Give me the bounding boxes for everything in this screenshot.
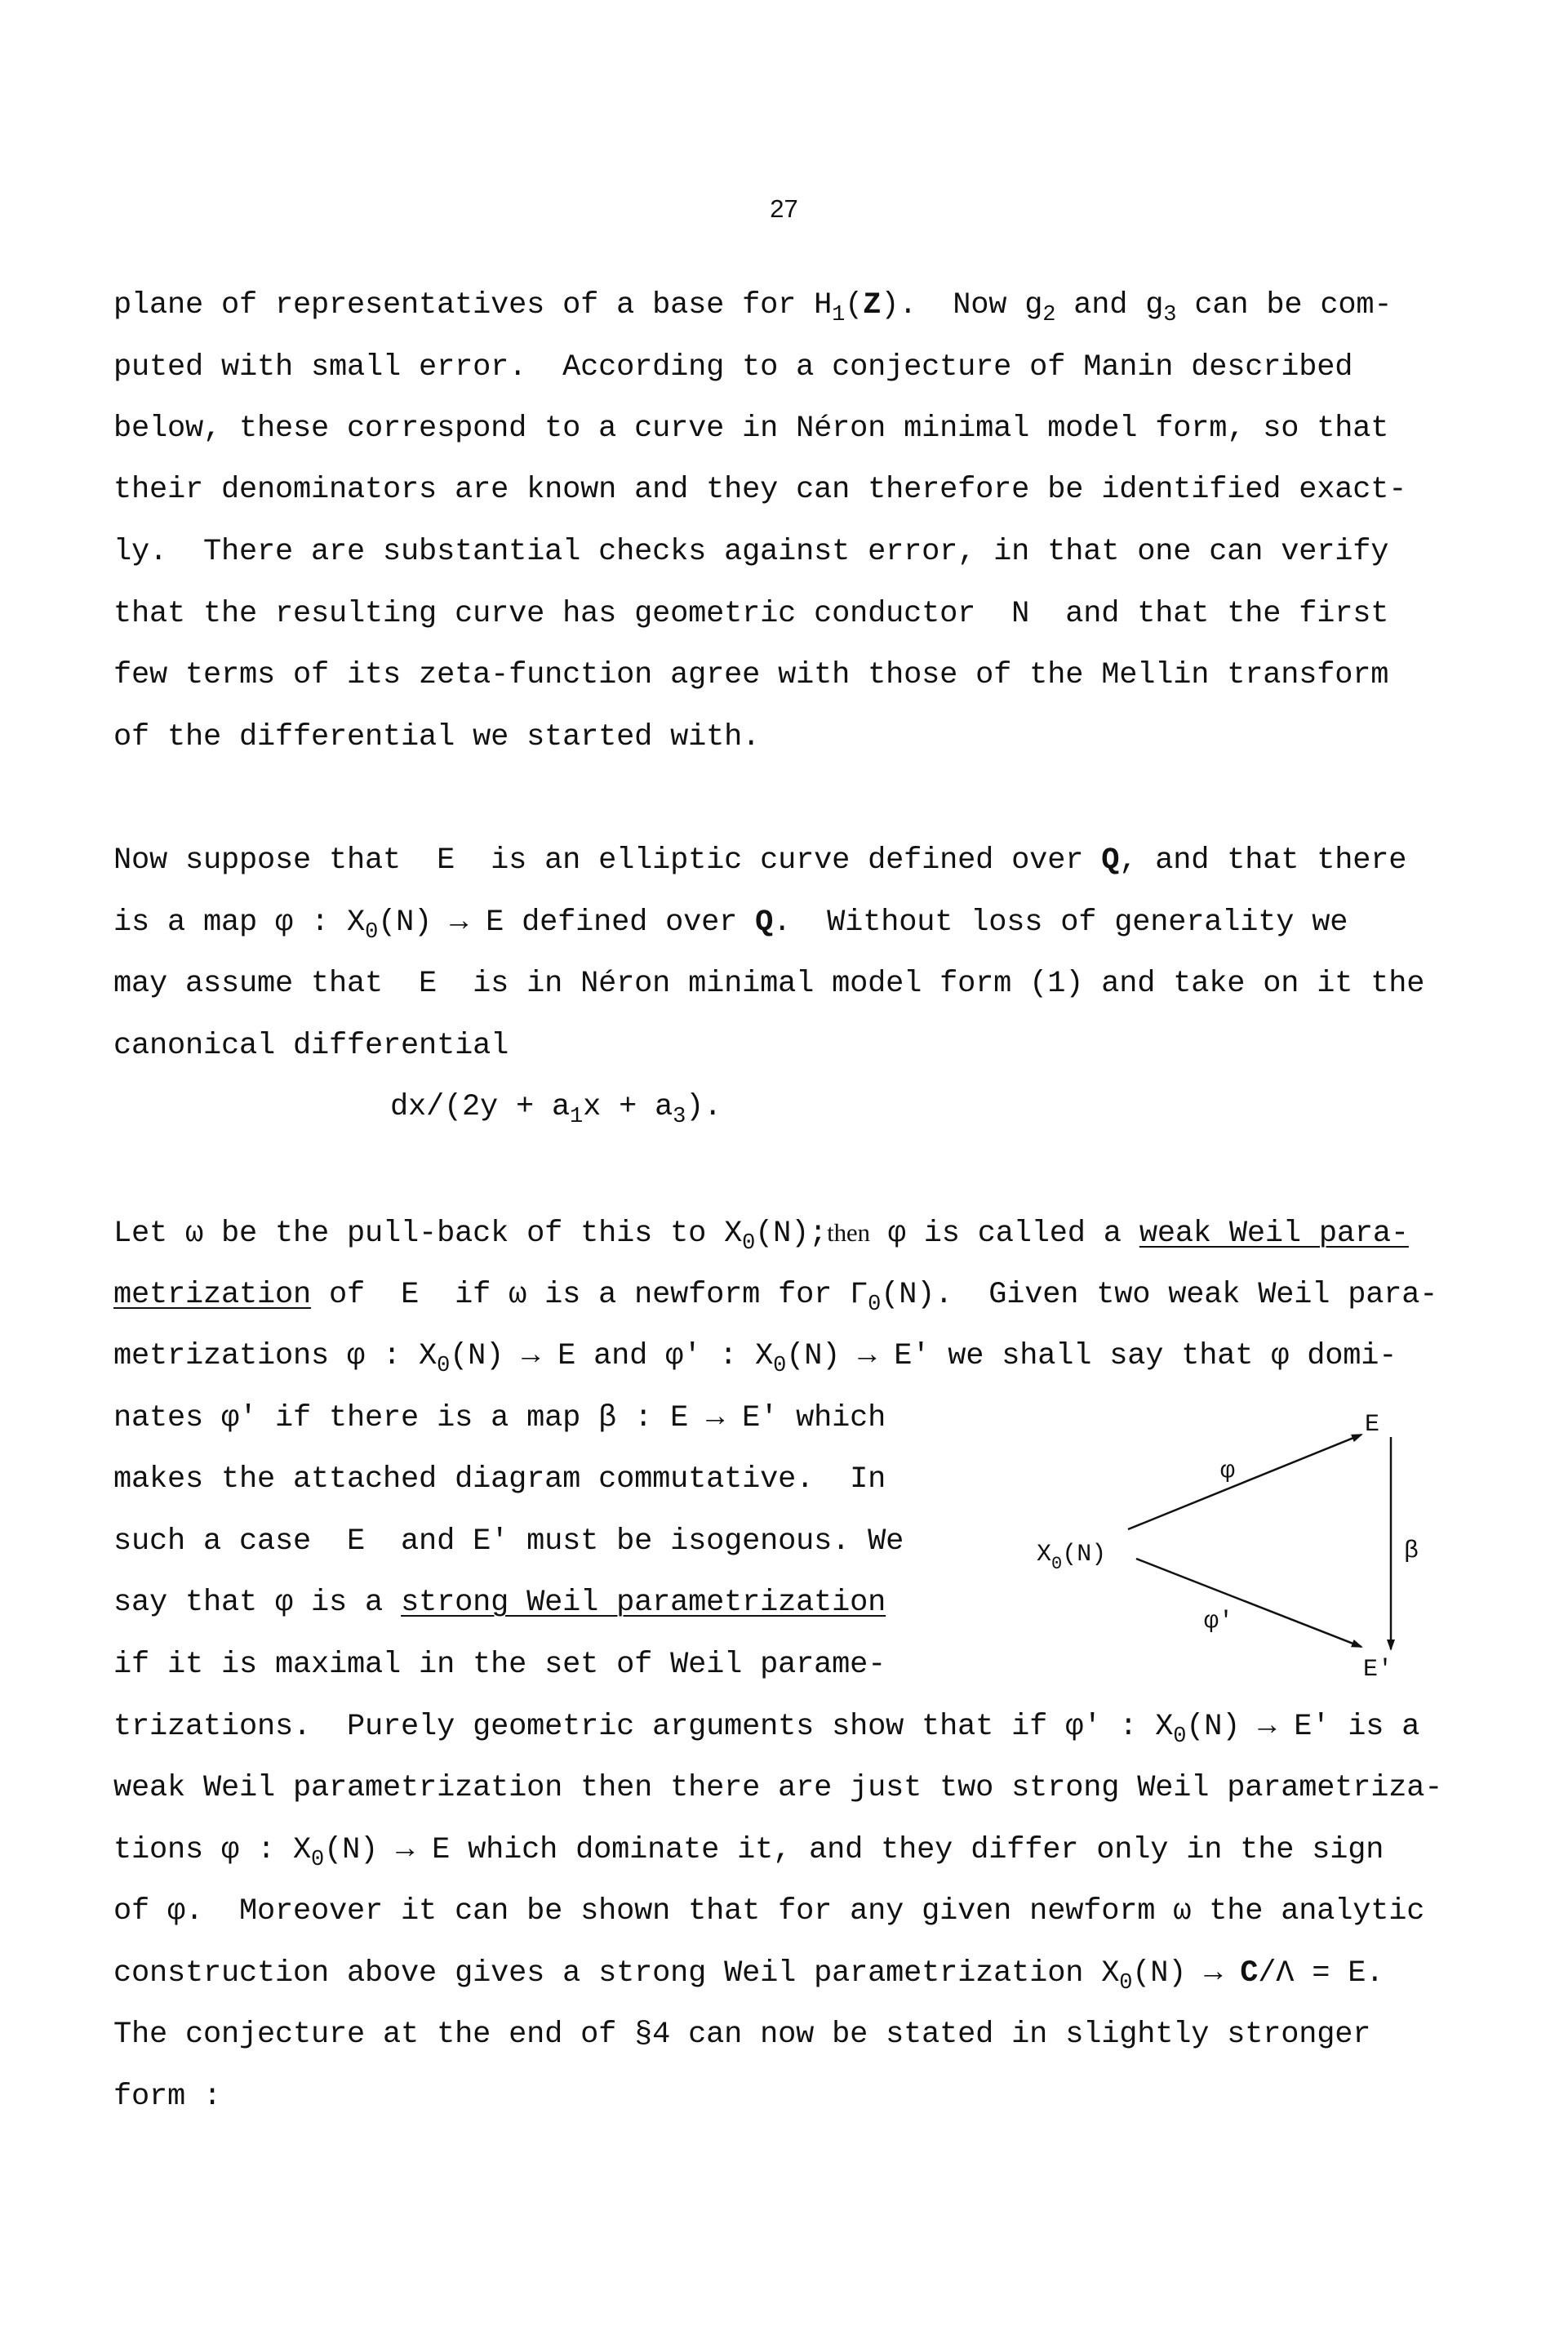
paragraph-1-line-8: of the differential we started with.: [113, 720, 761, 754]
paragraph-3-line-2: metrization of E if ω is a newform for $\Gamma_0(N)$. Given two weak Weil para-: [113, 1278, 1438, 1317]
paragraph-1-line-4: their denominators are known and they can therefore be identified exact-: [113, 473, 1407, 507]
page-number: 27: [770, 194, 798, 223]
commutative-diagram: [1028, 1400, 1453, 1694]
paragraph-1-line-7: few terms of its zeta-function agree with those of the Mellin transform: [113, 658, 1389, 692]
paragraph-2-line-3: may assume that E is in Néron minimal model form (1) and take on it the: [113, 967, 1425, 1001]
diagram-node-e: E: [1365, 1411, 1380, 1439]
diagram-arrow-phi-prime: [1136, 1559, 1361, 1647]
paragraph-3-line-9: trizations. Purely geometric arguments show that if φ' : $X_0(N) \to E'$ is a: [113, 1710, 1420, 1749]
diagram-label-beta: β: [1404, 1537, 1419, 1565]
diagram-node-x0n: $X_0(N)$: [1037, 1541, 1107, 1574]
formula-differential: $dx/(2y + a_1x + a_3)$.: [390, 1090, 722, 1129]
paragraph-3-line-3: metrizations φ : $X_0(N) \to E$ and φ' : $X_0(N) \to E'$ we shall say that φ domi-: [113, 1339, 1397, 1378]
paragraph-2-line-2: is a map φ : $X_0(N) \to E$ defined over Q. Without loss of generality we: [113, 905, 1348, 945]
paragraph-3-line-8: if it is maximal in the set of Weil parame-: [113, 1648, 886, 1682]
paragraph-3-line-10: weak Weil parametrization then there are just two strong Weil parametriza-: [113, 1771, 1443, 1805]
diagram-label-phi-prime: φ': [1204, 1608, 1234, 1635]
paragraph-3-line-4: nates φ' if there is a map β : E → E' which: [113, 1401, 886, 1435]
paragraph-3-line-13: construction above gives a strong Weil parametrization $X_0(N) \to C/\Lambda = E$.: [113, 1956, 1384, 1996]
diagram-node-e-prime: E': [1363, 1656, 1393, 1684]
paragraph-2-line-4: canonical differential: [113, 1029, 509, 1063]
paragraph-1-line-6: that the resulting curve has geometric conductor N and that the first: [113, 597, 1389, 631]
paragraph-1-line-1: plane of representatives of a base for $H_1(Z)$. Now $g_2$ and $g_3$ can be com-: [113, 288, 1393, 327]
paragraph-3-line-11: tions φ : $X_0(N) \to E$ which dominate it, and they differ only in the sign: [113, 1833, 1384, 1872]
paragraph-3-line-6: such a case E and E' must be isogenous. We: [113, 1524, 904, 1559]
paragraph-3-line-5: makes the attached diagram commutative. In: [113, 1462, 886, 1497]
diagram-arrow-phi: [1128, 1435, 1361, 1529]
paragraph-1-line-3: below, these correspond to a curve in Néron minimal model form, so that: [113, 412, 1389, 446]
diagram-label-phi: φ: [1220, 1457, 1236, 1485]
paragraph-3-line-1: Let ω be the pull-back of this to $X_0(N);then$ φ is called a weak Weil para-: [113, 1217, 1409, 1256]
paragraph-3-line-15: form :: [113, 2080, 222, 2114]
paragraph-3-line-12: of φ. Moreover it can be shown that for any given newform ω the analytic: [113, 1894, 1425, 1929]
paragraph-3-line-14: The conjecture at the end of §4 can now be stated in slightly stronger: [113, 2018, 1371, 2052]
paragraph-2-line-1: Now suppose that E is an elliptic curve defined over Q, and that there: [113, 843, 1407, 878]
paragraph-3-line-7: say that φ is a strong Weil parametrization: [113, 1586, 886, 1620]
paragraph-1-line-2: puted with small error. According to a conjecture of Manin described: [113, 350, 1353, 385]
paragraph-1-line-5: ly. There are substantial checks against error, in that one can verify: [113, 535, 1389, 569]
